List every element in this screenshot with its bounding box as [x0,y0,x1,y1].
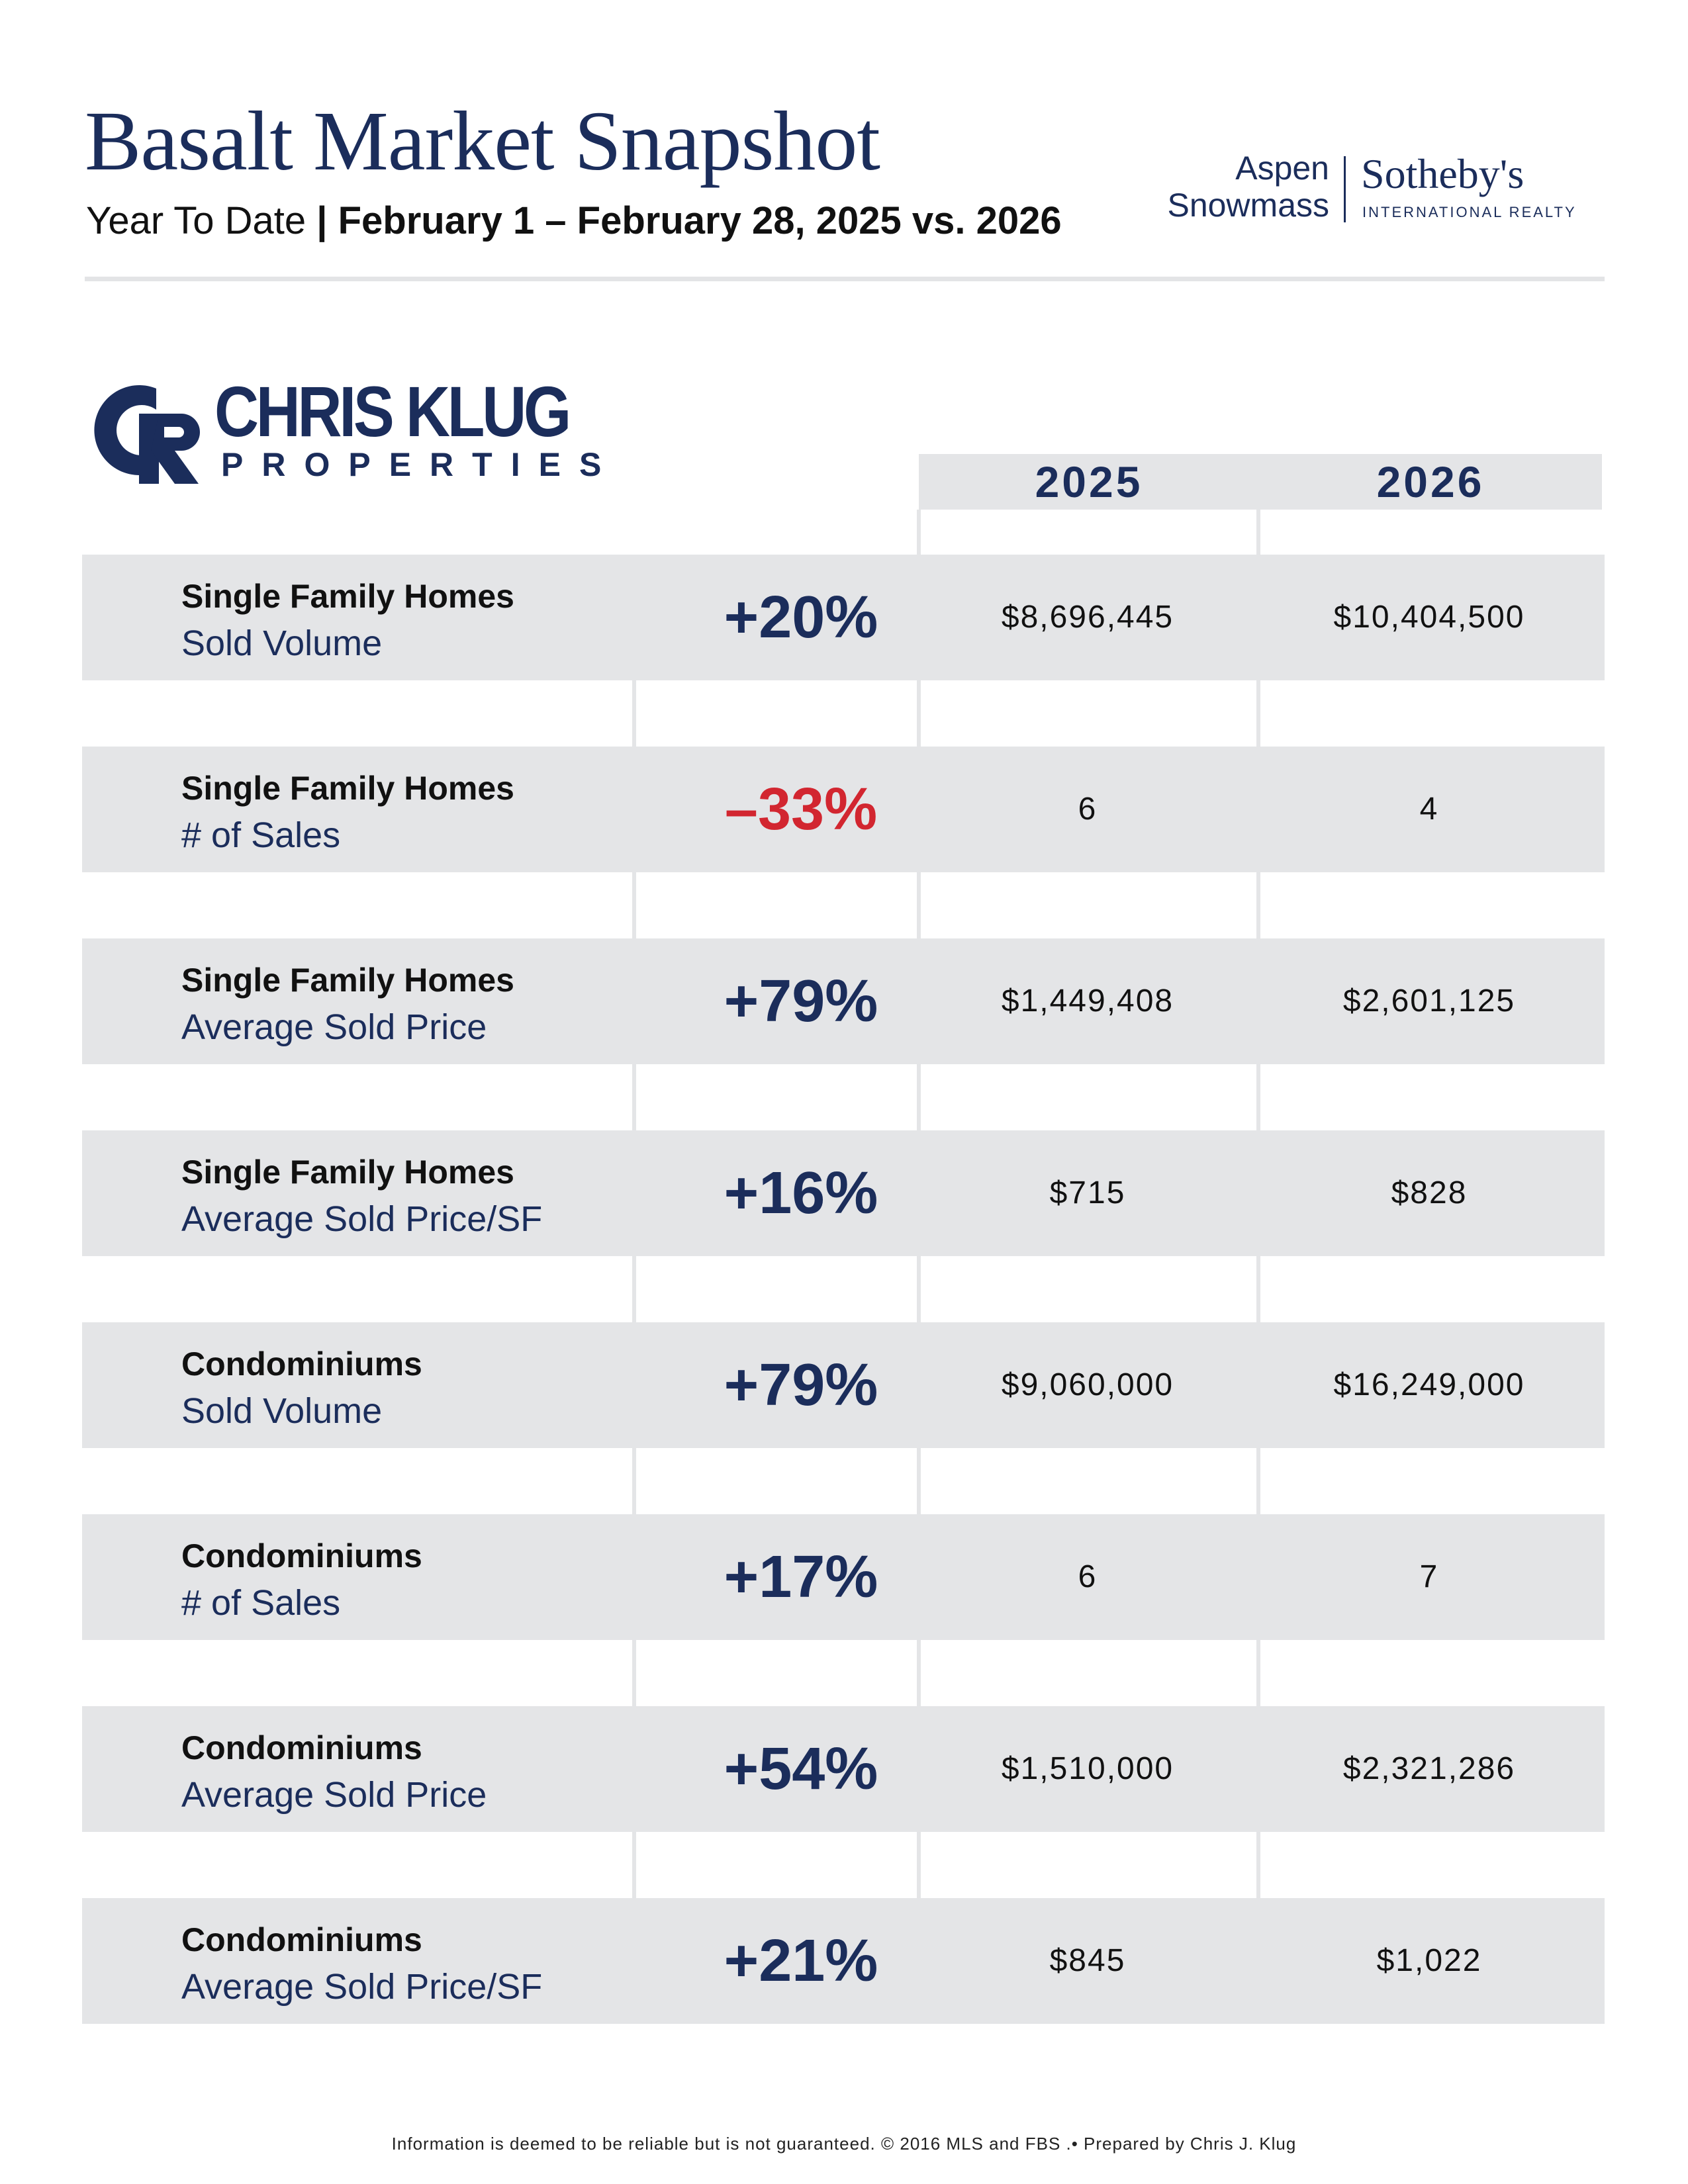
table-row [82,1514,1605,1640]
row-change: +16% [724,1160,878,1226]
row-metric: Sold Volume [181,1391,383,1431]
subtitle-separator: | [316,199,328,242]
ck-monogram-icon [82,374,214,486]
row-metric: Average Sold Price/SF [181,1199,543,1239]
row-change: +79% [724,1352,878,1418]
row-value-2026: $2,321,286 [1342,1751,1516,1786]
column-header-2026: 2026 [1376,457,1485,506]
page-subtitle [86,199,1062,243]
row-value-2026: 4 [1419,792,1439,827]
row-value-2026: $1,022 [1376,1943,1482,1978]
row-value-2026: 7 [1419,1559,1439,1594]
row-metric: # of Sales [181,815,341,855]
row-value-2025: $9,060,000 [1001,1367,1174,1402]
brand-name: Sotheby's [1361,150,1524,197]
subtitle-date-range: February 1 – February 28, 2025 vs. 2026 [338,199,1062,242]
row-metric: # of Sales [181,1583,341,1623]
brand-line-aspen: Aspen [1235,150,1329,187]
row-label [181,765,514,859]
brand-divider [1344,156,1346,222]
chris-klug-logo [82,371,620,493]
row-label [181,1917,542,2011]
row-change: +20% [724,584,878,651]
table-row [82,1706,1605,1832]
row-label [181,1341,422,1435]
row-metric: Average Sold Price [181,1007,487,1047]
header-divider [85,277,1605,281]
row-metric: Average Sold Price/SF [181,1967,543,2007]
brand-subtitle: INTERNATIONAL REALTY [1362,204,1577,220]
row-value-2025: $715 [1049,1175,1126,1210]
row-category: Condominiums [181,1921,422,1958]
row-value-2026: $10,404,500 [1333,600,1525,635]
sothebys-logo [1165,150,1577,229]
row-value-2025: $8,696,445 [1001,600,1174,635]
row-value-2026: $16,249,000 [1333,1367,1525,1402]
table-row [82,555,1605,680]
row-value-2026: $2,601,125 [1342,983,1516,1019]
row-change: +21% [724,1928,878,1994]
row-metric: Sold Volume [181,623,383,663]
row-value-2025: $1,510,000 [1001,1751,1174,1786]
brand-location [1165,150,1329,224]
row-value-2025: 6 [1078,1559,1098,1594]
table-row [82,1898,1605,2024]
row-change: +54% [724,1736,878,1802]
row-category: Condominiums [181,1345,422,1383]
table-row [82,747,1605,872]
brand-line-snowmass: Snowmass [1167,187,1329,224]
row-category: Condominiums [181,1729,422,1766]
row-change: –33% [724,776,878,842]
footer-disclaimer: Information is deemed to be reliable but is not guaranteed. © 2016 MLS and FBS .• Prepared by Chris J. Klug [391,2134,1297,2154]
logo-name: CHRIS KLUG [214,371,569,451]
subtitle-prefix: Year To Date [86,199,306,242]
row-category: Condominiums [181,1537,422,1574]
row-category: Single Family Homes [181,962,514,999]
row-metric: Average Sold Price [181,1775,487,1815]
row-value-2026: $828 [1391,1175,1468,1210]
column-header-2025: 2025 [1035,457,1143,506]
row-label [181,1533,422,1627]
row-value-2025: $845 [1049,1943,1126,1978]
table-row [82,938,1605,1064]
row-value-2025: $1,449,408 [1001,983,1174,1019]
table-row [82,1130,1605,1256]
row-label [181,1725,487,1819]
logo-subtitle: PROPERTIES [221,446,620,483]
row-category: Single Family Homes [181,578,514,615]
row-label [181,573,514,667]
table-row [82,1322,1605,1448]
row-category: Single Family Homes [181,770,514,807]
row-value-2025: 6 [1078,792,1098,827]
row-label [181,957,514,1051]
page-title: Basalt Market Snapshot [85,94,880,188]
row-change: +17% [724,1544,878,1610]
row-change: +79% [724,968,878,1034]
row-category: Single Family Homes [181,1154,514,1191]
row-label [181,1149,542,1243]
